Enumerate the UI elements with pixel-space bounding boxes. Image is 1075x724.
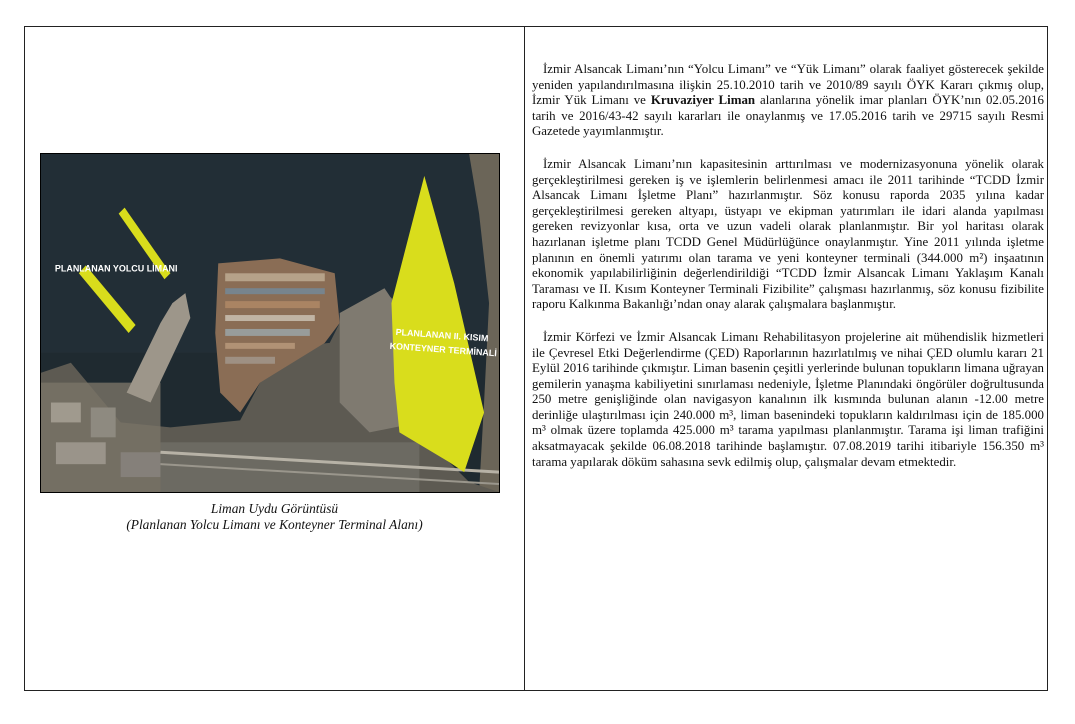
port-satellite-image bbox=[40, 153, 500, 493]
caption-line2: (Planlanan Yolcu Limanı ve Konteyner Terminal Alanı) bbox=[126, 517, 423, 532]
figure-caption bbox=[25, 501, 524, 533]
left-column bbox=[25, 27, 524, 690]
paragraph-2: İzmir Alsancak Limanı’nın kapasitesinin arttırılması ve modernizasyonuna yönelik olarak gerçekleştirilmesi gereken iş ve işlemlerin belirlenmesi amacı ile 2011 tarihinde “TCDD İzmir Alsancak Limanı İşletme Planı” hazırlanmıştır. Söz konusu raporda 2035 yılına kadar gerçekleştirilmesi gereken altyapı, üstyapı ve ekipman yatırımları ile idari alanda yapılması gereken revizyonlar kısa, orta ve uzun vadeli olarak planlanmıştır. Bir yol haritası olarak hazırlanan işletme planı TCDD Genel Müdürlüğünce onaylanmıştır. Yine 2011 yılında işletme planının en önemli yatırımı olan tarama ve yeni konteyner terminali (344.000 m²) inşaatının ekonomik yapılabilirliğinin değerlendirildiği “TCDD İzmir Alsancak Limanı Yaklaşım Kanalı Taraması ve II. Kısım Konteyner Terminali Fizibilite” çalışması hazırlanmış, söz konusu fizibilite raporu Kalkınma Bakanlığı’ndan onay alarak çalışmalara başlanmıştır. bbox=[532, 156, 1044, 312]
right-column bbox=[532, 62, 1044, 487]
map-label-passenger-port: PLANLANAN YOLCU LİMANI bbox=[54, 263, 178, 274]
paragraph-1-text-b: alanlarına yönelik imar planları ÖYK’nın 02.05.2016 tarih ve 2016/43-42 sayılı kararları ile onaylanmış ve 17.05.2016 tarih ve 29715 sayılı Resmi Gazetede yayımlanmıştır. bbox=[532, 93, 1044, 139]
paragraph-3: İzmir Körfezi ve İzmir Alsancak Limanı Rehabilitasyon projelerine ait mühendislik hizmetleri ile Çevresel Etki Değerlendirme (ÇED) Raporlarının hazırlatılmış ve nihai ÇED olumlu kararı 21 Eylül 2016 tarihinde çıkmıştır. Liman basenin çeşitli yerlerinde bulunan topukların limana uğrayan gemilerin yanaşma kabiliyetini sınırlaması nedeniyle, İşletme Planındaki öngörüler doğrultusunda 250 metre genişliğinde olan navigasyon kanalının ilk kısmında bulunan alanın -12.00 metre derinliğe ulaştırılması için 240.000 m³, liman basenindeki topukların kaldırılması için de 185.000 m³ olmak üzere toplamda 425.000 m³ tarama yapılması planlanmıştır. Tarama işi liman trafiğini aksatmayacak şekilde 06.08.2018 tarihinde başlamıştır. 07.08.2019 tarihi itibariyle 156.350 m³ tarama yapılarak döküm sahasına sevk edilmiş olup, çalışmalar devam etmektedir. bbox=[532, 329, 1044, 469]
map-label-terminal-line2: KONTEYNER TERMİNALİ bbox=[389, 340, 498, 359]
satellite-map-svg bbox=[41, 154, 499, 492]
paragraph-1 bbox=[532, 62, 1044, 140]
paragraph-1-text-a: İzmir Alsancak Limanı’nın “Yolcu Limanı” ve “Yük Limanı” olarak faaliyet gösterecek şekilde yeniden yapılandırılmasına ilişkin 25.10.2010 tarih ve 2010/89 sayılı ÖYK Kararı çıkmış olup, İzmir Yük Limanı ve bbox=[532, 62, 1044, 108]
paragraph-1-bold: Kruvaziyer Liman bbox=[650, 93, 756, 108]
column-divider bbox=[524, 26, 525, 691]
map-label-terminal-line1: PLANLANAN II. KISIM bbox=[395, 326, 489, 344]
caption-line1: Liman Uydu Görüntüsü bbox=[210, 501, 339, 516]
